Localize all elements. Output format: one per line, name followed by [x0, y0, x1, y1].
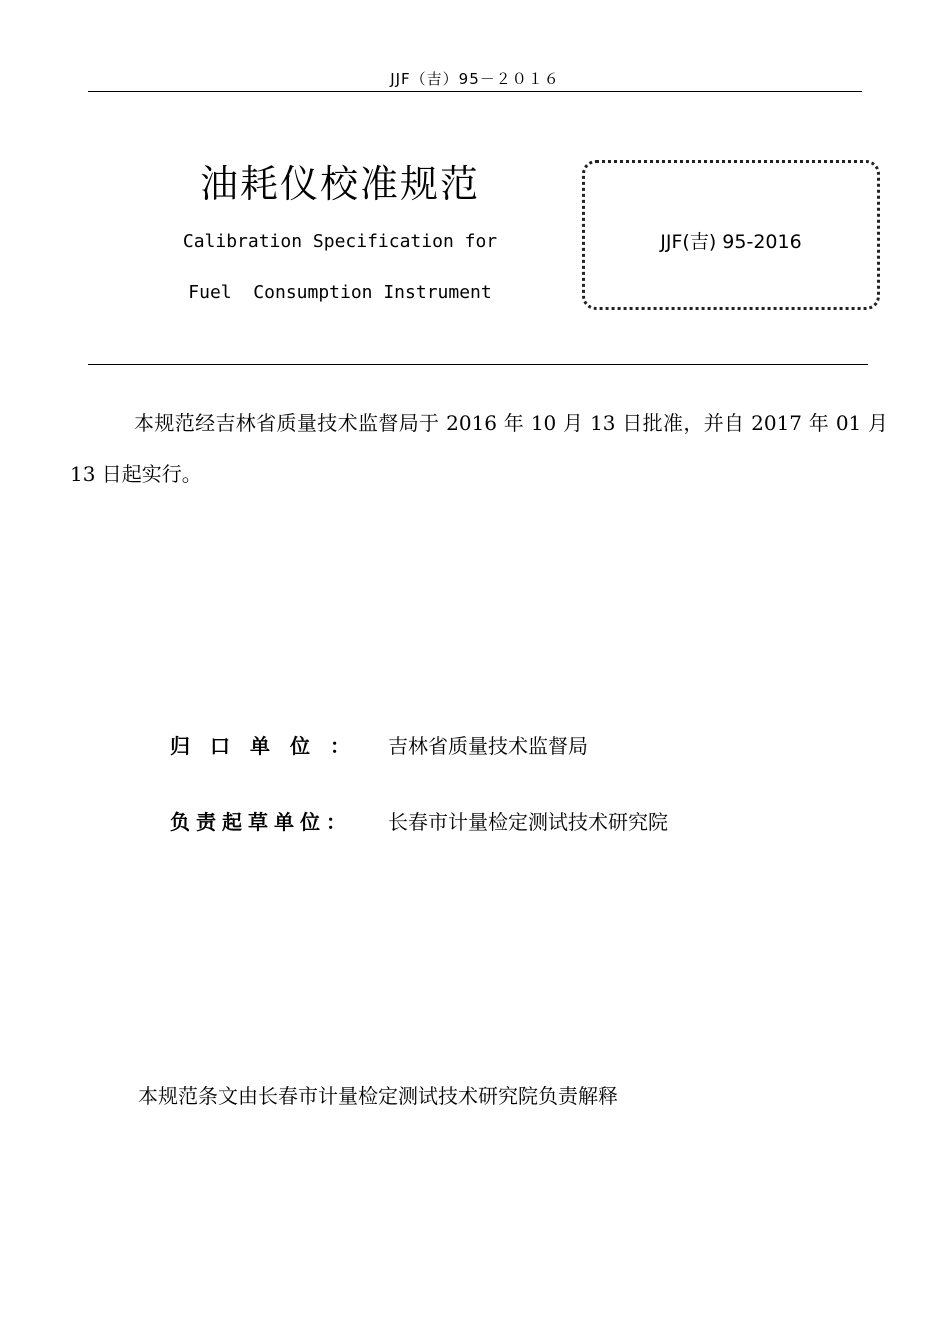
- drafting-unit-row: [170, 806, 668, 835]
- interpretation-note: 本规范条文由长春市计量检定测试技术研究院负责解释: [138, 1084, 618, 1108]
- document-code: JJF(吉) 95-2016: [660, 231, 802, 253]
- title-chinese: 油耗仪校准规范: [199, 162, 480, 206]
- responsible-unit-row: [170, 730, 588, 759]
- approval-statement: 本规范经吉林省质量技术监督局于 2016 年 10 月 13 日批准，并自 2017 年 01 月 13 日起实行。: [70, 411, 888, 486]
- header-rule: [88, 91, 862, 92]
- title-english-line-2: Fuel Consumption Instrument: [188, 282, 492, 303]
- document-code-box: [582, 160, 880, 310]
- responsible-unit-label: 归口单位：: [170, 734, 370, 758]
- drafting-unit-value: 长春市计量检定测试技术研究院: [388, 810, 668, 834]
- title-english-line-1: Calibration Specification for: [182, 231, 498, 252]
- responsible-unit-value: 吉林省质量技术监督局: [388, 734, 588, 758]
- drafting-unit-label: 负责起草单位：: [170, 810, 352, 834]
- section-rule: [88, 364, 868, 365]
- running-header: JJF（吉）95－２０１６: [390, 70, 560, 88]
